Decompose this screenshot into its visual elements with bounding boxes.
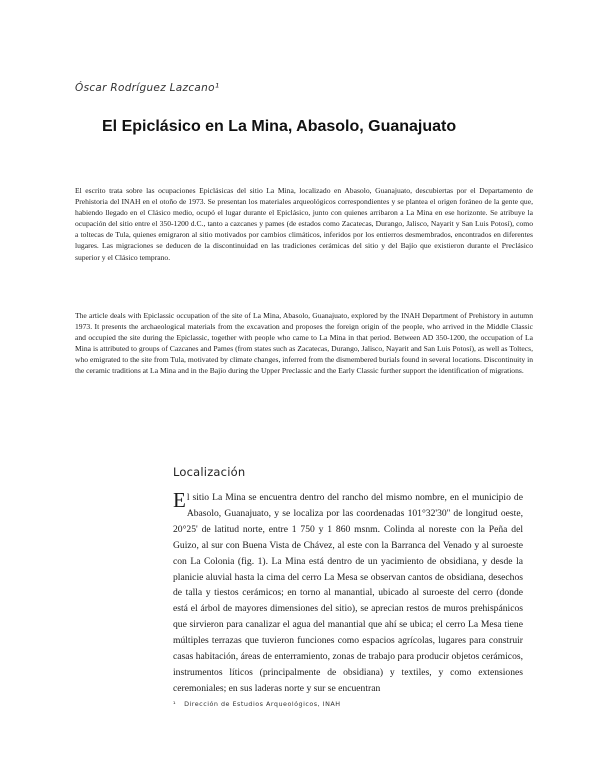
footnote-mark: ¹ (173, 700, 177, 708)
section-heading: Localización (173, 465, 246, 479)
abstract-english: The article deals with Epiclassic occupation of the site of La Mina, Abasolo, Guanajuato, explored by the INAH Department of Prehistory in autumn 1973. It presents the archaeological materials from the excavation and proposes the foreign origin of the people, who arrived in the Middle Classic and occupied the site during the Epiclassic, together with people who came to La Mina in that period. Between AD 350-1200, the occupation of La Mina is attributed to groups of Cazcanes and Pames (from states such as Zacatecas, Durango, Jalisco, Nayarit and San Luis Potosí), as well as Toltecs, who emigrated to the site from Tula, motivated by climate changes, inferred from the dismembered burials found in several locations. Discontinuity in the ceramic traditions at La Mina and in the Bajío during the Upper Preclassic and the Early Classic further support the identification of migrations. (75, 311, 533, 376)
article-title: El Epiclásico en La Mina, Abasolo, Guanajuato (102, 118, 457, 135)
body-paragraph-text: l sitio La Mina se encuentra dentro del rancho del mismo nombre, en el municipio de Abasolo, Guanajuato, y se localiza por las coordenadas 101°32'30'' de longitud oeste, 20°25' de latitud norte, entre 1 750 y 1 860 msnm. Colinda al noreste con la Peña del Guizo, al sur con Buena Vista de Chávez, al este con la Barranca del Venado y al suroeste con La Colonia (fig. 1). La Mina está dentro de un yacimiento de obsidiana, y desde la planicie aluvial hasta la cima del cerro La Mesa se observan cantos de obsidiana, desechos de talla y tiestos cerámicos; en torno al manantial, ubicado al suroeste del cerro (donde está el árbol de mayores dimensiones del sitio), se aprecian restos de muros prehispánicos que sirvieron para canalizar el agua del manantial que ahí se ubica; el cerro La Mesa tiene múltiples terrazas que tuvieron funciones como espacios agrícolas, lugares para construir casas habitación, áreas de enterramiento, zonas de trabajo para producir objetos cerámicos, instrumentos líticos (principalmente de obsidiana) y textiles, y como extensiones ceremoniales; en sus laderas norte y sur se encuentran (173, 492, 523, 694)
footnote-text: Dirección de Estudios Arqueológicos, INAH (184, 700, 341, 708)
abstract-spanish: El escrito trata sobre las ocupaciones Epiclásicas del sitio La Mina, localizado en Abasolo, Guanajuato, descubiertas por el Departamento de Prehistoria del INAH en el otoño de 1973. Se presentan los materiales arqueológicos correspondientes y se plantea el origen foráneo de la gente que, habiendo llegado en el Clásico medio, ocupó el lugar durante el Epiclásico, junto con quienes arribaron a La Mina en ese horizonte. Se atribuye la ocupación del sitio entre el 350-1200 d.C., tanto a cazcanes y pames (de estados como Zacatecas, Durango, Jalisco, Nayarit y San Luis Potosí), como a toltecas de Tula, quienes emigraron al sitio motivados por cambios climáticos, inferidos por los entierros desmembrados, encontrados en diferentes lugares. Las migraciones se deducen de la discontinuidad en las tradiciones cerámicas del sitio y del Bajío que existieron durante el Preclásico superior y el Clásico temprano. (75, 186, 533, 262)
footnote (173, 700, 341, 708)
body-paragraph (173, 490, 523, 697)
author-name: Óscar Rodríguez Lazcano¹ (75, 82, 220, 94)
drop-cap: E (173, 488, 186, 512)
